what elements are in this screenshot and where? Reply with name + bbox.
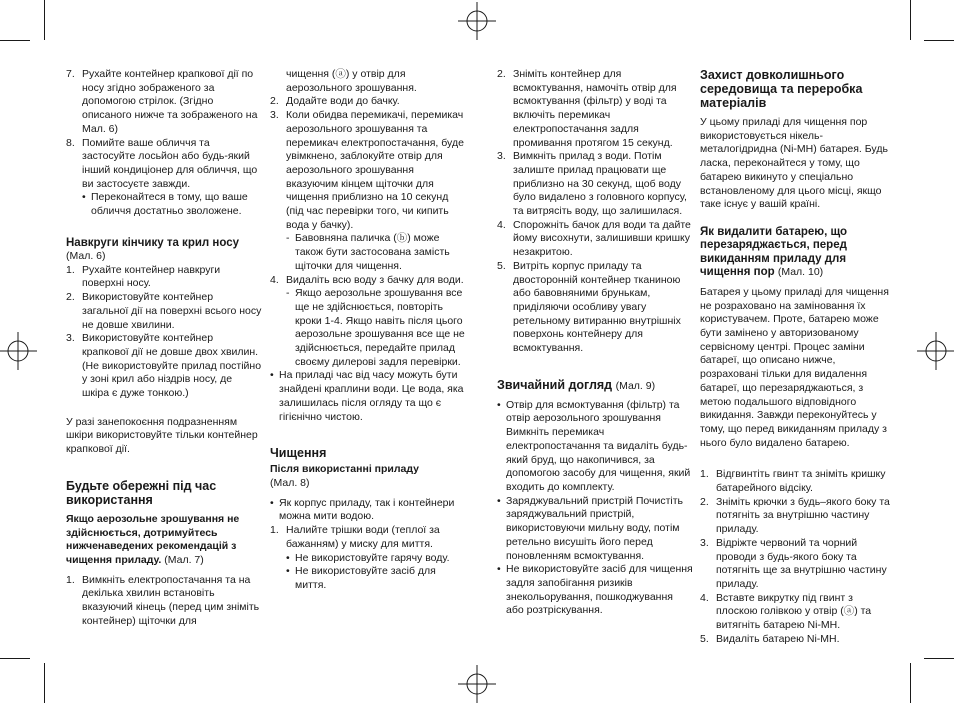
- item-number: 5.: [700, 632, 709, 645]
- item-text: Відгвинтіть гвинт та зніміть кришку батарейного відсіку.: [716, 468, 886, 495]
- heading-text: Як видалити батарею, що перезаряджається, перед викиданням приладу для чищення пор: [700, 225, 848, 279]
- item-text: Відріжте червоний та чорний проводи з будь-якого боку та потягніть ще за внутрішню частину приладу.: [716, 536, 887, 590]
- list-item: [497, 260, 693, 356]
- item-number: 2.: [700, 495, 709, 508]
- crop-mark-top-right-h: [924, 40, 954, 41]
- list-item: [497, 219, 693, 260]
- dash-icon: -: [286, 232, 290, 245]
- section-heading-care: [497, 378, 693, 393]
- caution-text: Якщо аерозольне зрошування не здійснюється, дотримуйтесь нижченаведених рекомендацій з чищення приладу.: [66, 512, 240, 566]
- sub-bullet: [66, 191, 262, 218]
- sub-dash-item: [270, 287, 466, 369]
- item-number: 3.: [700, 536, 709, 549]
- column-1: [66, 68, 262, 629]
- bullet-item: [270, 369, 466, 424]
- list-item: [270, 109, 466, 232]
- registration-mark-left: [0, 332, 37, 370]
- figure-ref: (Мал. 6): [66, 250, 106, 263]
- section-heading-caution: Будьте обережні під час використання: [66, 478, 217, 507]
- item-text: Використовуйте контейнер загальної дії на поверхні всього носу не довше хвилини.: [82, 291, 262, 331]
- bullet-icon: •: [286, 551, 290, 564]
- item-number: 4.: [497, 218, 506, 231]
- item-text: Рухайте контейнер крапкової дії по носу згідно зображеного за допомогою стрілок. (Згідно описаного нижче та зображеного на Мал. 6): [82, 68, 258, 135]
- item-number: 2.: [66, 291, 75, 304]
- item-text: Вимкніть прилад з води. Потім залиште прилад працювати ще приблизно на 30 секунд, щоб воду було видалено з головного корпусу, та витрясіть воду, що залишилася.: [513, 150, 687, 218]
- section-heading-cleaning: Чищення: [270, 446, 327, 461]
- item-text: Витріть корпус приладу та двосторонній контейнер тканиною або бавовняними брунькам, приділяючи особливу увагу ретельному витиранню внутрішніх поверхонь контейнеру для всмоктування.: [513, 259, 681, 355]
- list-item: [66, 137, 262, 192]
- sub-bullet-text: Не використовуйте гарячу воду.: [295, 551, 450, 564]
- item-text: Видаліть батарею Ni-MH.: [716, 632, 840, 645]
- bullet-text: Заряджувальний пристрій Почистіть заряджувальний пристрій, використовуючи мильну воду, потім ретельно висушіть його перед поновленням всмоктування.: [506, 494, 684, 562]
- item-text: Спорожніть бачок для води та дайте йому висохнути, залишивши кришку незакритою.: [513, 218, 691, 259]
- list-item: [700, 592, 896, 633]
- item-text: Вимкніть електропостачання та на декілька хвилин встановіть вказуючий кінець (перед цим зніміть контейнер) щіточки для: [82, 573, 260, 627]
- bullet-text: Отвір для всмоктування (фільтр) та отвір аерозольного зрошування Вимкніть перемикач електропостачання та видаліть будь-який бруд, що накопичився, за допомогою засобу для чищення, який входить до комплекту.: [506, 398, 691, 493]
- list-item: [66, 574, 262, 629]
- remove-paragraph: Батарея у цьому приладі для чищення не розраховано на заміновання їх користувачем. Проте, батарею може бути замінено у авторизованому сервісному центрі. Процес заміни батареї, що описано нижче, розраховані тільки для видалення батареї, що перезаряджаються, з метою подальшого відповідного викидання. Завжди переконуйтесь у тому, що перед викиданням приладу з нього було видалено батарею.: [700, 285, 889, 449]
- sub-bullet-text: Не використовуйте засіб для миття.: [295, 565, 436, 591]
- registration-mark-bottom: [458, 665, 496, 703]
- sub-dash-item: [270, 232, 466, 273]
- bullet-text: На приладі час від часу можуть бути знайдені краплини води. Це вода, яка залишилась після огляду та що є гігієнічно чистою.: [279, 369, 464, 423]
- section-heading-environment: Захист довколишнього середовища та переробка матеріалів: [700, 68, 863, 110]
- list-item: [66, 68, 262, 137]
- item-number: 3.: [497, 150, 506, 163]
- crop-mark-top-left: [44, 0, 45, 40]
- figure-ref: (Мал. 8): [270, 476, 310, 489]
- care-bullets: [497, 399, 693, 618]
- list-item: [270, 524, 466, 551]
- item-number: 5.: [497, 259, 506, 272]
- item-text: Коли обидва перемикачі, перемикач аерозольного зрошування та перемикач електропостачання, буде увімкнено, заблокуйте отвір для аерозольного зрошування вказуючим кінцем щіточки для чищення приблизно на 10 секунд (під час перевірки того, чи кипить вода у бачку).: [286, 109, 464, 231]
- item-text: Зніміть крючки з будь–якого боку та потягніть за внутрішню частину приладу.: [716, 495, 890, 536]
- list-item: [66, 291, 262, 332]
- crop-mark-bottom-right: [910, 663, 911, 703]
- crop-mark-top-left-h: [0, 40, 30, 41]
- section-heading-nose: [66, 237, 262, 264]
- dash-icon: -: [286, 287, 290, 300]
- heading-text: Навкруги кінчику та крил носу: [66, 236, 240, 249]
- col2-list: [270, 95, 466, 232]
- bullet-icon: •: [82, 191, 86, 204]
- list-item: [497, 68, 693, 150]
- item-text: Додайте води до бачку.: [286, 95, 400, 108]
- item-text: Вставте викрутку під гвинт з плоскою голівкою у отвір (ⓐ) та витягніть батарею Ni-MH.: [716, 591, 872, 632]
- environment-paragraph: У цьому приладі для чищення пор використовується нікель-металогідридна (Ni-MH) батарея. Будь ласка, переконайтеся у тому, що батарею викинуто у спеціально встановленому для цього місці, якщо таке існує у вашій країні.: [700, 116, 888, 211]
- bullet-text: Не використовуйте засіб для чищення задля запобігання ризиків знекольорування, пошкоджування або розтріскування.: [506, 563, 693, 617]
- sub-bullet: [270, 552, 466, 566]
- list-item: [497, 150, 693, 219]
- item-number: 2.: [497, 68, 506, 80]
- column-4: [700, 68, 896, 647]
- item-number: 4.: [700, 591, 709, 604]
- sub-bullet-text: Переконайтеся в тому, що ваше обличчя достатньо зволожене.: [91, 191, 248, 218]
- figure-ref: (Мал. 9): [615, 379, 656, 392]
- item-number: 1.: [66, 573, 75, 586]
- crop-mark-top-right: [910, 0, 911, 40]
- item-text: Налийте трішки води (теплої за бажанням) у миску для миття.: [286, 524, 440, 550]
- col4-list: [700, 468, 896, 646]
- note-paragraph: У разі занепокоєння подразненням шкіри використовуйте тільки контейнер крапкової дії.: [66, 415, 258, 456]
- item-text: Помийте ваше обличчя та застосуйте лосьйон або будь-який інший кондиціонер для обличчя, що ви застосуєте завжди.: [82, 136, 258, 190]
- sub-item-text: Якщо аерозольне зрошування все ще не здійснюється, повторіть кроки 1-4. Якщо навіть після цього аерозольне зрошування все ще не здійснюється, передайте прилад своєму дилерові задля перевірки.: [295, 287, 465, 368]
- item-number: 1.: [700, 468, 709, 481]
- bullet-icon: •: [286, 565, 290, 578]
- sub-bullet: [270, 565, 466, 592]
- bullet-icon: •: [270, 496, 274, 509]
- bullet-item: [497, 563, 693, 618]
- item-text: Видаліть всю воду з бачку для води.: [286, 273, 464, 286]
- list-item: [270, 95, 466, 109]
- list-item: [700, 537, 896, 592]
- heading-text: Звичайний догляд: [497, 377, 613, 392]
- item-number: 3.: [66, 332, 75, 345]
- bullet-icon: •: [270, 369, 274, 382]
- sub-item-text: Бавовняна паличка (ⓑ) може також бути застосована замість щіточки для чищення.: [295, 232, 450, 272]
- figure-ref: (Мал. 7): [164, 553, 204, 566]
- item-number: 2.: [270, 95, 279, 108]
- bullet-item: [270, 497, 466, 524]
- list-item: [66, 332, 262, 401]
- column-2: [270, 68, 466, 593]
- item-text: Використовуйте контейнер крапкової дії не довше двох хвилин. (Не використовуйте прилад постійно у зоні крил або ніздрів носу, де шкіра є дуже тонкою.): [82, 332, 262, 400]
- nose-list: [66, 264, 262, 401]
- item-text: Рухайте контейнер навкруги поверхні носу.: [82, 263, 221, 290]
- item-text: Зніміть контейнер для всмоктування, намочіть отвір для всмоктування (фільтр) у воді та включіть перемикач електропостачання задля промивання протягом 15 секунд.: [513, 68, 677, 149]
- section-heading-remove-battery: [700, 226, 896, 280]
- item-number: 7.: [66, 68, 75, 80]
- list-item: [66, 264, 262, 291]
- list-item: [700, 633, 896, 647]
- item-number: 3.: [270, 109, 279, 122]
- column-3: [497, 68, 693, 618]
- list-item: [270, 274, 466, 288]
- bullet-text: Як корпус приладу, так і контейнери можна мити водою.: [279, 496, 455, 523]
- sub-heading: Після використанні приладу: [270, 463, 420, 476]
- bullet-icon: •: [497, 398, 501, 411]
- continued-text: чищення (ⓐ) у отвір для аерозольного зрошування.: [286, 68, 417, 94]
- registration-mark-top: [458, 2, 496, 40]
- list-item: [700, 468, 896, 495]
- crop-mark-bottom-left-h: [0, 658, 30, 659]
- bullet-item: [497, 399, 693, 495]
- item-number: 4.: [270, 273, 279, 286]
- crop-mark-bottom-right-h: [924, 658, 954, 659]
- list-item: [700, 496, 896, 537]
- crop-mark-bottom-left: [44, 663, 45, 703]
- bullet-icon: •: [497, 563, 501, 576]
- bullet-item: [497, 495, 693, 564]
- figure-ref: (Мал. 10): [777, 266, 824, 279]
- col3-list: [497, 68, 693, 356]
- item-number: 8.: [66, 136, 75, 149]
- item-number: 1.: [66, 263, 75, 276]
- item-number: 1.: [270, 524, 279, 537]
- bullet-icon: •: [497, 494, 501, 507]
- registration-mark-right: [917, 332, 954, 370]
